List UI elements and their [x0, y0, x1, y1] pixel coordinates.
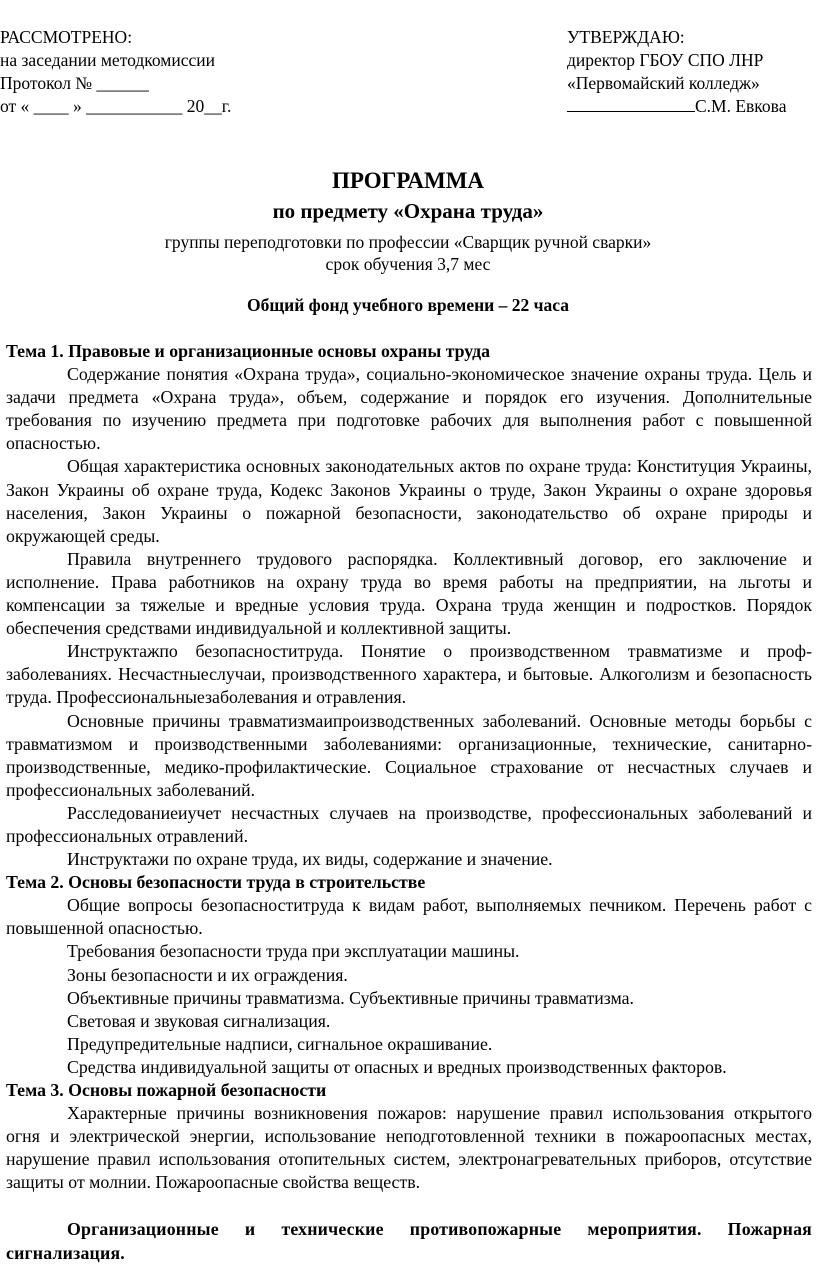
topic-1-paragraph: Основные причины травматизмаипроизводственных заболеваний. Основные методы борьбы с травматизмом и производственными заболеваниями: организационные, технические, санитарно-производственные, медико-профилактические. Социальное страхование от несчастных случаев и профессиональных заболеваний.	[6, 710, 812, 800]
topic-3-paragraph: Характерные причины возникновения пожаров: нарушение правил использования открытого огня и электрической энергии, использование неподготовленной техники в пожароопасных местах, нарушение правил использования отопительных систем, электронагревательных приборов, отсутствие защиты от молнии. Пожароопасные свойства веществ.	[6, 1103, 812, 1193]
signature-line	[567, 95, 816, 118]
spacer	[6, 1194, 812, 1218]
approval-approved-block	[567, 26, 816, 118]
topic-2-paragraph: Предупредительные надписи, сигнальное окрашивание.	[67, 1033, 493, 1054]
duration-line: срок обучения 3,7 мес	[325, 254, 491, 274]
fire-measures-paragraph: Организационные и технические противопожарные мероприятия. Пожарная сигнализация.	[6, 1219, 812, 1263]
time-fund-line: Общий фонд учебного времени – 22 часа	[247, 295, 569, 315]
signature-blank	[567, 96, 695, 112]
considered-label: РАССМОТРЕНО:	[0, 27, 133, 47]
topic-2-paragraph: Общие вопросы безопасноститруда к видам работ, выполняемых печником. Перечень работ с повышенной опасностью.	[6, 895, 812, 939]
topic-2-paragraph: Световая и звуковая сигнализация.	[67, 1010, 331, 1031]
document-title: ПРОГРАММА	[331, 168, 485, 193]
topic-1-heading: Тема 1. Правовые и организационные основы охраны труда	[6, 341, 490, 361]
topic-2-paragraph: Требования безопасности труда при эксплуатации машины.	[67, 941, 520, 962]
topic-1-paragraph: Расследованиеиучет несчастных случаев на производстве, профессиональных заболеваний и профессиональных отравлений.	[6, 802, 812, 846]
topic-1-paragraph: Правила внутреннего трудового распорядка. Коллективный договор, его заключение и исполнение. Права работников на охрану труда во время работы на предприятии, на льготы и компенсации за тяжелые и вредные условия труда. Охрана труда женщин и подростков. Порядок обеспечения средствами индивидуальной и коллективной защиты.	[6, 548, 812, 639]
topic-1-paragraph: Общая характеристика основных законодательных актов по охране труда: Конституция Украины, Закон Украины об охране труда, Кодекс Законов Украины о труде, Закон Украины о охране здоровья населения, Закон Украины о пожарной безопасности, законодательство об охране природы и окружающей среды.	[6, 456, 812, 546]
document-header	[0, 26, 816, 122]
director-name: С.М. Евкова	[695, 96, 787, 116]
document-body	[6, 340, 812, 1265]
protocol-line: Протокол № ______	[0, 73, 149, 93]
topic-2-paragraph: Средства индивидуальной защиты от опасных и вредных производственных факторов.	[67, 1056, 727, 1077]
director-line: директор ГБОУ СПО ЛНР	[567, 50, 764, 70]
group-line: группы переподготовки по профессии «Сварщик ручной сварки»	[164, 232, 652, 252]
committee-line: на заседании методкомиссии	[0, 50, 215, 70]
topic-2-paragraph: Зоны безопасности и их ограждения.	[67, 964, 348, 985]
topic-3-heading: Тема 3. Основы пожарной безопасности	[6, 1080, 327, 1100]
approve-label: УТВЕРЖДАЮ:	[567, 27, 685, 47]
topic-1-paragraph: Инструктажи по охране труда, их виды, содержание и значение.	[67, 849, 553, 870]
topic-2-paragraph: Объективные причины травматизма. Субъективные причины травматизма.	[67, 987, 634, 1008]
college-line: «Первомайский колледж»	[567, 73, 760, 93]
topic-1-paragraph: Инструктажпо безопасноститруда. Понятие о производственном травматизме и проф-заболеваниях. Несчастныеслучаи, производственного характера, и бытовые. Алкоголизм и безопасность труда. Профессиональныезаболевания и отравления.	[6, 641, 812, 708]
date-line: от « ____ » ___________ 20__г.	[0, 96, 232, 116]
approval-considered-block	[0, 26, 380, 118]
topic-1-paragraph: Содержание понятия «Охрана труда», социально-экономическое значение охраны труда. Цель и задачи предмета «Охрана труда», объем, содержание и порядок его изучения. Дополнительные требования по изучению предмета при подготовке рабочих для выполнения работ с повышенной опасностью.	[6, 364, 812, 454]
document-subtitle: по предмету «Охрана труда»	[272, 199, 544, 223]
topic-2-heading: Тема 2. Основы безопасности труда в строительстве	[6, 872, 426, 893]
